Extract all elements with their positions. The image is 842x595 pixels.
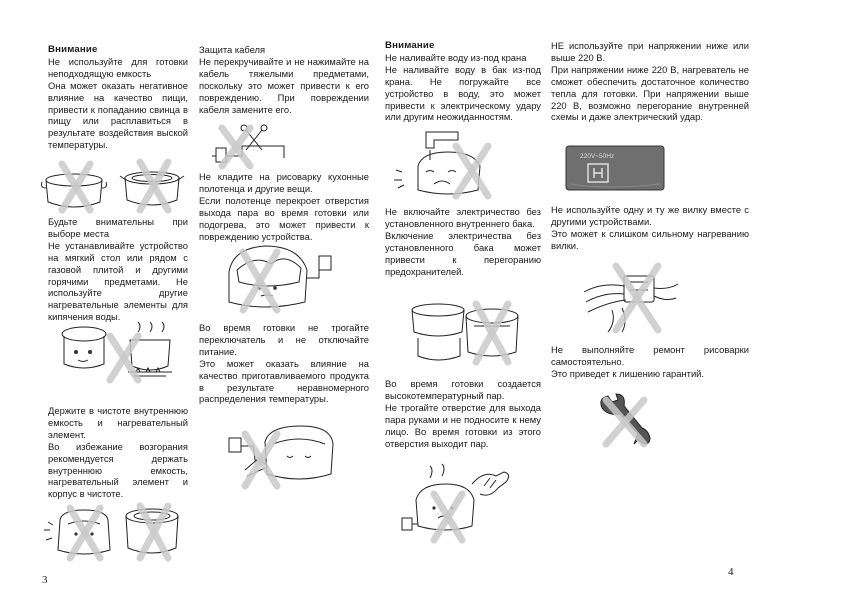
- column-1b: [48, 216, 188, 323]
- caution-text: Держите в чистоте внутреннюю емкость и нагревательный элемент.: [48, 405, 188, 440]
- caution-text: Не устанавливайте устройство на мягкий стол или рядом с газовой плитой и другими горячими предметами. Не используйте другие нагревательные элементы для кипячения воды.: [48, 239, 188, 323]
- column-2b: [199, 171, 369, 242]
- voltage-label: 220V~50Hz: [580, 153, 615, 160]
- column-1: [48, 44, 188, 151]
- column-2: [199, 44, 369, 115]
- caution-text: Не используйте одну и ту же вилку вместе с другими устройствами.: [551, 204, 749, 227]
- caution-text: Не выполняйте ремонт рисоварки самостоятельно.: [551, 344, 749, 367]
- plug-overload-illustration: [582, 262, 682, 334]
- cleaning-illustration: [40, 500, 190, 562]
- caution-text: При напряжении ниже 220 В, нагреватель не сможет обеспечить достаточное количество тепла для готовки. При напряжении выше 220 В, возможно перегорание внутренней схемы и даже электрический удар.: [551, 63, 749, 123]
- column-3c: [385, 378, 541, 449]
- pots-illustration: [40, 158, 190, 216]
- column-4: [551, 40, 749, 123]
- caution-text: Не используйте для готовки неподходящую емкость: [48, 55, 188, 79]
- page-number-right: 4: [728, 566, 734, 578]
- switch-illustration: [225, 424, 345, 490]
- column-3: [385, 40, 541, 123]
- caution-text: Не кладите на рисоварку кухонные полотенца и другие вещи.: [199, 171, 369, 194]
- warning-title: Внимание: [48, 44, 98, 55]
- caution-text: Это может к слишком сильному нагреванию вилки.: [551, 227, 749, 251]
- caution-text: Не трогайте отверстие для выхода пара руками и не подносите к нему лицо. Во время готовки из этого отверстия выходит пар.: [385, 401, 541, 449]
- caution-text: Это приведет к лишению гарантий.: [551, 367, 705, 379]
- caution-text: НЕ используйте при напряжении ниже или выше 220 В.: [551, 40, 749, 63]
- caution-text: Не перекручивайте и не нажимайте на кабель тяжелыми предметами, поскольку это может привести к его повреждению. При повреждении кабеля замените его.: [199, 55, 369, 115]
- caution-text: Во время готовки не трогайте переключатель и не отключайте питание.: [199, 322, 369, 357]
- column-4c: [551, 344, 749, 380]
- caution-text: Включение электричества без установленного бака может привести к перегоранию предохранителей.: [385, 229, 541, 277]
- caution-text: Во избежание возгорания рекомендуется держать внутреннюю емкость, нагревательный элемент и корпус в чистоте.: [48, 440, 188, 500]
- steam-illustration: [400, 464, 520, 544]
- caution-text: Это может оказать влияние на качество приготавливаемого продукта в результате неравномерного распределения температуры.: [199, 357, 369, 405]
- page-number-left: 3: [42, 574, 48, 586]
- caution-text: Не включайте электричество без установленного внутреннего бака.: [385, 206, 541, 229]
- section-heading: Защита кабеля: [199, 44, 266, 55]
- column-3b: [385, 206, 541, 277]
- warning-title: Внимание: [385, 40, 435, 51]
- caution-text: Во время готовки создается высокотемпературный пар.: [385, 378, 541, 401]
- caution-text: Не наливайте воду из-под крана: [385, 51, 527, 63]
- towel-cooker-illustration: [215, 242, 335, 314]
- column-2c: [199, 322, 369, 405]
- caution-text: Будьте внимательны при выборе места: [48, 216, 188, 239]
- caution-text: Если полотенце перекроет отверстия выхода пара во время готовки или подогрева, это может привести к повреждению устройства.: [199, 194, 369, 242]
- cable-illustration: [206, 124, 296, 168]
- faucet-illustration: [388, 126, 512, 198]
- column-4b: [551, 204, 749, 252]
- voltage-panel-illustration: [566, 146, 666, 192]
- caution-text: Не наливайте воду в бак из-под крана. Не погружайте все устройство в воду, это может привести к электрическому удару или другим неожиданностям.: [385, 63, 541, 123]
- caution-text: Она может оказать негативное влияние на качество пищи, привести к попаданию свинца в пищу или расплавиться в результате воздействия выской температуры.: [48, 79, 188, 151]
- gas-stove-illustration: [54, 322, 184, 384]
- column-1c: [48, 405, 188, 500]
- repair-wrench-illustration: [594, 394, 658, 446]
- no-inner-pot-illustration: [398, 300, 528, 366]
